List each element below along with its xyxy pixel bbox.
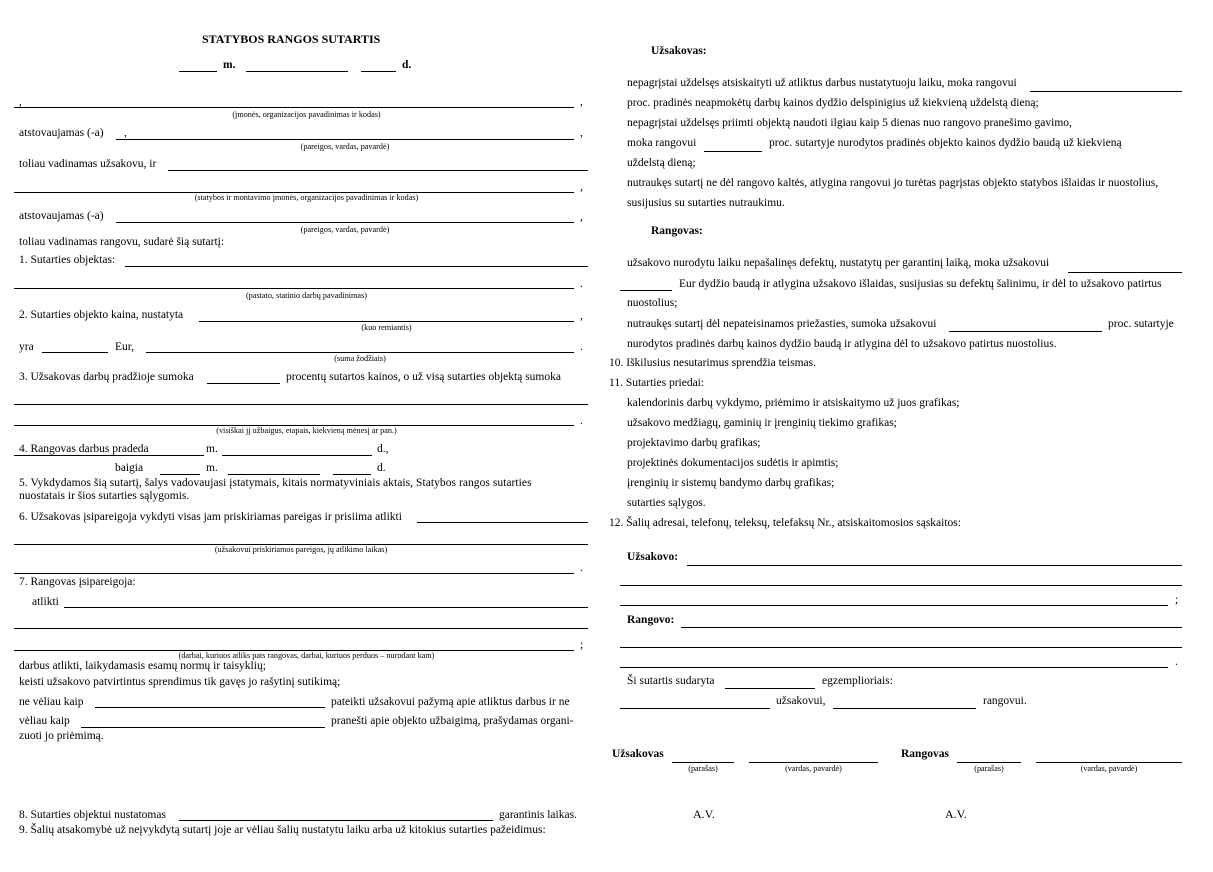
caption-sum-words: (suma žodžiais) (334, 354, 386, 363)
item-2-label: 2. Sutarties objekto kaina, nustatyta (19, 309, 184, 321)
customer-clause-1: nepagrįstai uždelsęs atsiskaityti už atliktus darbus nustatytuoju laiku, moka rangovui (627, 77, 1017, 89)
period: . (580, 562, 583, 574)
comma: , (124, 127, 127, 139)
customer-address-label: Užsakovo: (627, 551, 679, 563)
warranty-field[interactable] (179, 820, 493, 821)
termination-percent-field[interactable] (949, 331, 1102, 332)
submit-cert-text: pateikti užsakovui pažymą apie atliktus darbus ir ne (331, 696, 570, 708)
item-9-text: 9. Šalių atsakomybė už neįvykdytą sutartį joje ar vėliau šalių nustatytu laiku arba už kitokius sutarties pažeidimus: (19, 824, 546, 836)
works-field-2[interactable] (14, 628, 588, 629)
start-year-field[interactable] (14, 455, 204, 456)
delay-percent-field[interactable] (1030, 91, 1182, 92)
stamp-place-contractor: A.V. (945, 807, 967, 821)
caption-duties: (užsakovui priskiriamos pareigos, jų atlikimo laikas) (214, 545, 388, 554)
price-basis-field[interactable] (199, 321, 574, 322)
date-month-field[interactable] (246, 71, 348, 72)
item-11-label: 11. Sutarties priedai: (609, 377, 705, 389)
end-d-label: d. (377, 462, 386, 474)
contractor-address-field[interactable] (681, 627, 1182, 628)
caption-contractor-company: (statybos ir montavimo įmonės, organizacijos pavadinimas ir kodas) (194, 193, 419, 202)
item-1-label: 1. Sutarties objektas: (19, 254, 116, 266)
change-text: keisti užsakovo patvirtintus sprendimus tik gavęs jo rašytinį sutikimą; (19, 676, 341, 688)
to-customer-text: užsakovui, (776, 695, 826, 707)
period: . (580, 415, 583, 427)
item-4-label: 4. Rangovas darbus pradeda (19, 443, 149, 455)
customer-signature-field[interactable] (672, 762, 734, 763)
signature-contractor-label: Rangovas (901, 748, 949, 760)
norms-text: darbus atlikti, laikydamasis esamų normų ir taisyklių; (19, 660, 266, 672)
contractor-clause-1: užsakovo nurodytu laiku nepašalinęs defektų, nustatytų per garantinį laiką, moka užsakovui (627, 257, 1050, 269)
caption-position-2: (pareigos, vardas, pavardė) (300, 225, 390, 234)
stamp-place-customer: A.V. (693, 807, 715, 821)
date-year-field[interactable] (179, 71, 217, 72)
period: . (580, 278, 583, 290)
customer-clause-3: nepagrįstai uždelsęs priimti objektą naudoti ilgiau kaip 5 dienas nuo rangovo pranešimo gavimo, (627, 117, 1072, 129)
customer-clause-4a: moka rangovui (627, 137, 697, 149)
contractor-copies-field[interactable] (833, 708, 976, 709)
item-8-text: garantinis laikas. (499, 809, 577, 821)
caption-signature: (parašas) (688, 764, 718, 773)
item-5-line-2: nuostatais ir šios sutarties sąlygomis. (19, 490, 190, 502)
copies-label: Ši sutartis sudaryta (627, 675, 715, 687)
copies-count-field[interactable] (725, 688, 815, 689)
start-month-day-field[interactable] (222, 455, 372, 456)
start-d-label: d., (377, 443, 389, 455)
no-later-label-2: vėliau kaip (19, 715, 70, 727)
certificate-deadline-field[interactable] (95, 707, 325, 708)
contractor-address-label: Rangovo: (627, 614, 675, 626)
contractor-address-field-2[interactable] (620, 647, 1182, 648)
contractor-name-field[interactable] (1036, 762, 1182, 763)
comma: , (580, 96, 583, 108)
date-m-label: m. (223, 59, 236, 71)
customer-clause-6: nutraukęs sutartį ne dėl rangovo kaltės, atlygina rangovui jo turėtas pagrįstas objekto statybos išlaidas ir nuostolius, (627, 177, 1159, 189)
contractor-clause-2: Eur dydžio baudą ir atlygina užsakovo išlaidas, susijusias su defektų šalinimu, ir dėl to užsakovo patirtus (679, 278, 1162, 290)
contractor-line[interactable] (168, 170, 588, 171)
customer-clause-5: uždelstą dieną; (627, 157, 696, 169)
hereinafter-contractor: toliau vadinamas rangovu, sudarė šią sutartį: (19, 236, 225, 248)
annex-item: sutarties sąlygos. (627, 497, 706, 509)
completion-deadline-field[interactable] (81, 727, 325, 728)
document-title: STATYBOS RANGOS SUTARTIS (202, 32, 381, 46)
signature-customer-label: Užsakovas (612, 748, 664, 760)
customer-clause-2: proc. pradinės neapmokėtų darbų kainos dydžio delspinigius už kiekvieną uždelstą dieną; (627, 97, 1039, 109)
item-5-line-1: 5. Vykdydamos šią sutartį, šalys vadovaujasi įstatymais, kitais normatyviniais aktais, Statybos rangos sutarties (19, 477, 532, 489)
comma: , (580, 181, 583, 193)
period: . (1175, 656, 1178, 668)
defect-fine-field-1[interactable] (1068, 272, 1182, 273)
organize-text: zuoti jo priėmimą. (19, 730, 104, 742)
contractor-heading: Rangovas: (651, 225, 703, 237)
eur-label: Eur, (115, 341, 135, 353)
item-3-label: 3. Užsakovas darbų pradžioje sumoka (19, 371, 194, 383)
yra-label: yra (19, 341, 34, 353)
semicolon: ; (580, 639, 584, 651)
end-m-label: m. (206, 462, 218, 474)
customer-name-field[interactable] (749, 762, 878, 763)
caption-basis: (kuo remiantis) (361, 323, 412, 332)
contractor-clause-4b: proc. sutartyje (1108, 318, 1174, 330)
customer-duties-field[interactable] (417, 522, 588, 523)
hereinafter-customer: toliau vadinamas užsakovu, ir (19, 158, 157, 170)
no-later-label: ne vėliau kaip (19, 696, 84, 708)
atlikti-label: atlikti (32, 596, 59, 608)
baigia-label: baigia (115, 462, 144, 474)
works-field[interactable] (64, 607, 588, 608)
end-day-field[interactable] (333, 474, 371, 475)
customer-copies-field[interactable] (620, 708, 770, 709)
caption-name: (vardas, pavardė) (785, 764, 842, 773)
customer-heading: Užsakovas: (651, 45, 707, 57)
caption-company: (įmonės, organizacijos pavadinimas ir kodas) (232, 110, 381, 119)
semicolon: ; (1175, 594, 1179, 606)
price-words-field[interactable] (146, 352, 574, 353)
customer-address-field-3[interactable] (620, 605, 1168, 606)
date-d-label: d. (402, 59, 412, 71)
acceptance-penalty-field[interactable] (704, 151, 762, 152)
notify-text: pranešti apie objekto užbaigimą, prašydamas organi- (331, 715, 574, 727)
comma: , (19, 96, 22, 108)
comma: , (580, 310, 583, 322)
customer-company-field[interactable] (14, 107, 574, 108)
start-m-label: m. (206, 443, 218, 455)
caption-position: (pareigos, vardas, pavardė) (300, 142, 390, 151)
customer-clause-7: susijusius su sutarties nutraukimu. (627, 197, 785, 209)
caption-object: (pastato, statinio darbų pavadinimas) (246, 291, 367, 300)
represented-label-2: atstovaujamas (-a) (19, 210, 104, 222)
item-12-text: 12. Šalių adresai, telefonų, teleksų, telefaksų Nr., atsiskaitomosios sąskaitos: (609, 517, 961, 529)
customer-address-field[interactable] (687, 565, 1182, 566)
customer-duties-field-3[interactable] (14, 573, 574, 574)
contractor-representative-field[interactable] (116, 222, 574, 223)
copies-text: egzemplioriais: (822, 675, 893, 687)
payment-terms-field[interactable] (14, 404, 588, 405)
represented-label: atstovaujamas (-a) (19, 127, 104, 139)
caption-works: (darbai, kuriuos atliks pats rangovas, darbai, kuriuos perduos – nurodant kam) (178, 651, 435, 660)
object-field-2[interactable] (14, 288, 574, 289)
annex-item: užsakovo medžiagų, gaminių ir įrenginių tiekimo grafikas; (627, 417, 897, 429)
item-10-text: 10. Iškilusius nesutarimus sprendžia teismas. (609, 357, 816, 369)
contractor-clause-5: nurodytos pradinės darbų kainos dydžio baudą ir atlygina dėl to užsakovo patirtus nuostolius. (627, 338, 1057, 350)
end-month-field[interactable] (228, 474, 320, 475)
customer-address-field-2[interactable] (620, 585, 1182, 586)
period: . (580, 341, 583, 353)
item-3-text: procentų sutartos kainos, o už visą sutarties objektą sumoka (286, 371, 561, 383)
price-amount-field[interactable] (42, 352, 108, 353)
contractor-clause-4a: nutraukęs sutartį dėl nepateisinamos priežasties, sumoka užsakovui (627, 318, 937, 330)
object-field[interactable] (125, 266, 588, 267)
caption-name-2: (vardas, pavardė) (1080, 764, 1138, 773)
end-year-field[interactable] (160, 474, 200, 475)
defect-fine-field-2[interactable] (620, 290, 672, 291)
item-7-label: 7. Rangovas įsipareigoja: (19, 576, 136, 588)
comma: , (580, 127, 583, 139)
contractor-address-field-3[interactable] (620, 667, 1168, 668)
annex-item: įrenginių ir sistemų bandymo darbų grafikas; (627, 477, 835, 489)
annex-item: projektavimo darbų grafikas; (627, 437, 761, 449)
annex-item: projektinės dokumentacijos sudėtis ir apimtis; (627, 457, 839, 469)
annex-item: kalendorinis darbų vykdymo, priėmimo ir atsiskaitymo už juos grafikas; (627, 397, 960, 409)
item-8-label: 8. Sutarties objektui nustatomas (19, 809, 166, 821)
item-6-label: 6. Užsakovas įsipareigoja vykdyti visas jam priskiriamas pareigas ir prisiima atlikti (19, 511, 402, 523)
comma: , (580, 211, 583, 223)
contractor-signature-field[interactable] (957, 762, 1021, 763)
to-contractor-text: rangovui. (983, 695, 1027, 707)
caption-payment: (visiškai jį užbaigus, etapais, kiekvieną mėnesį ar pan.) (216, 426, 397, 435)
customer-representative-field[interactable] (116, 139, 574, 140)
caption-signature-2: (parašas) (974, 764, 1004, 773)
customer-clause-4b: proc. sutartyje nurodytos pradinės objekto kainos dydžio baudą už kiekvieną (769, 137, 1122, 149)
contractor-clause-3: nuostolius; (627, 297, 678, 309)
date-day-field[interactable] (361, 71, 396, 72)
advance-percent-field[interactable] (207, 383, 280, 384)
